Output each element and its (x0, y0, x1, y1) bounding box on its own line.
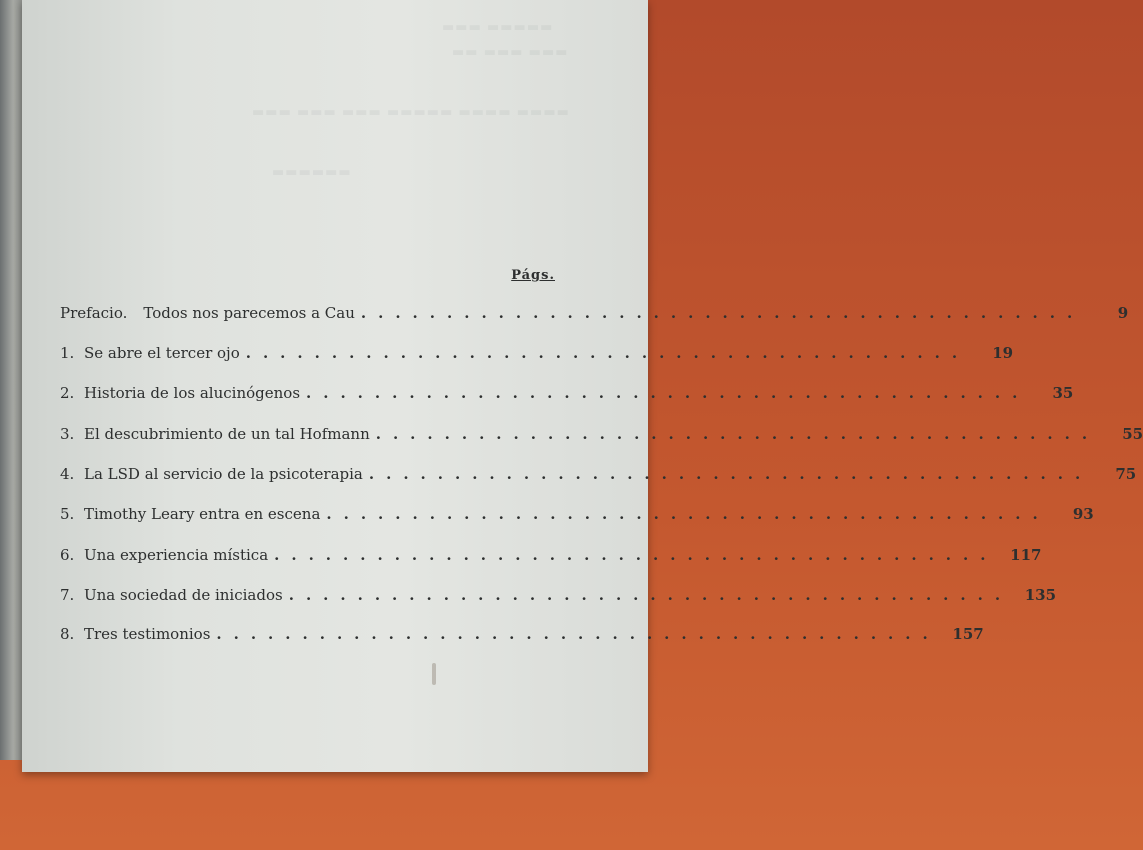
toc-entry[interactable] (60, 465, 1137, 487)
page-number: 117 (1010, 546, 1042, 564)
entry-title: Tres testimonios (84, 625, 211, 643)
leader-dots: .......................................... (368, 465, 1093, 483)
page-number: 35 (1052, 384, 1074, 402)
chapter-number: 3. (60, 425, 75, 443)
toc-entry[interactable] (60, 586, 1057, 608)
toc-entry[interactable] (60, 625, 984, 647)
entry-title: Una sociedad de iniciados (84, 586, 283, 604)
leader-dots: .......................................... (216, 625, 940, 643)
chapter-number: 2. (60, 384, 75, 402)
toc-entry[interactable] (60, 344, 1014, 366)
entry-title: Timothy Leary entra en escena (84, 505, 321, 523)
show-through-text: ▬▬ ▬▬▬ ▬▬▬ (452, 45, 569, 60)
entry-title: El descubrimiento de un tal Hofmann (84, 425, 370, 443)
page-number: 157 (952, 625, 984, 643)
chapter-number: 4. (60, 465, 75, 483)
toc-entry[interactable] (60, 425, 1143, 447)
pencil-mark (432, 663, 436, 685)
leader-dots: .......................................... (326, 505, 1050, 523)
leader-dots: .......................................... (245, 344, 970, 362)
toc-entry[interactable] (60, 384, 1074, 406)
pages-header: Págs. (511, 268, 555, 283)
entry-title: Todos nos parecemos a Cau (143, 304, 355, 322)
entry-title: Historia de los alucinógenos (84, 384, 301, 402)
chapter-number: 8. (60, 625, 75, 643)
page-number: 9 (1117, 304, 1129, 322)
show-through-text: ▬▬▬▬▬▬ (272, 165, 352, 180)
page-number: 19 (992, 344, 1014, 362)
chapter-number: 7. (60, 586, 75, 604)
page-number: 93 (1072, 505, 1094, 523)
prefacio-label: Prefacio. (60, 304, 128, 322)
leader-dots: .......................................... (375, 425, 1100, 443)
leader-dots: .......................................... (360, 304, 1085, 322)
leader-dots: .......................................... (274, 546, 998, 564)
toc-entry[interactable] (60, 546, 1042, 568)
leader-dots: .......................................... (306, 384, 1030, 402)
leader-dots: .......................................... (288, 586, 1013, 604)
page-number: 55 (1122, 425, 1143, 443)
entry-title: Se abre el tercer ojo (84, 344, 240, 362)
page-number: 135 (1024, 586, 1057, 604)
chapter-number: 5. (60, 505, 75, 523)
page-number: 75 (1115, 465, 1137, 483)
toc-entry-prefacio[interactable] (60, 304, 1129, 326)
show-through-text: ▬▬▬ ▬▬▬▬▬ (442, 20, 554, 35)
chapter-number: 6. (60, 546, 75, 564)
entry-title: La LSD al servicio de la psicoterapia (84, 465, 363, 483)
entry-title: Una experiencia mística (84, 546, 269, 564)
chapter-number: 1. (60, 344, 75, 362)
show-through-text: ▬▬▬ ▬▬▬ ▬▬▬ ▬▬▬▬▬ ▬▬▬▬ ▬▬▬▬ (252, 105, 570, 120)
toc-entry[interactable] (60, 505, 1094, 527)
